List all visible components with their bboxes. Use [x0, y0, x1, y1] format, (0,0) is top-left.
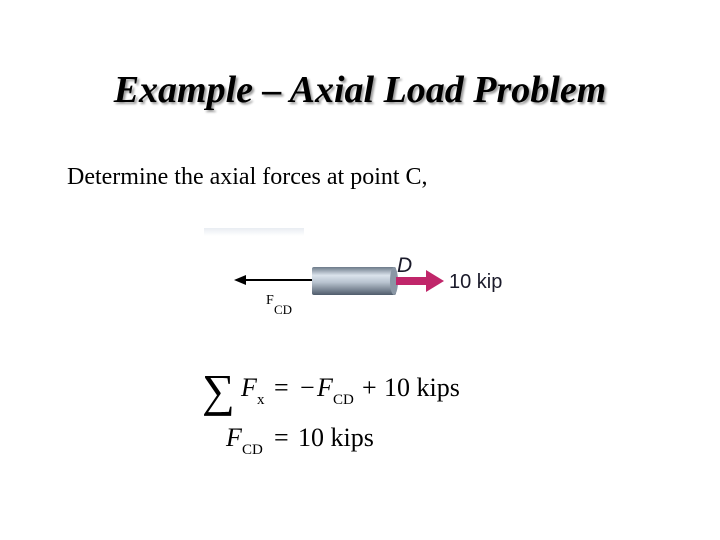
eq1-lhs-sub: x	[257, 392, 265, 408]
eq2-value: 10 kips	[298, 423, 374, 452]
reaction-arrowhead	[234, 275, 246, 285]
eq2-lhs-var: F	[226, 423, 242, 452]
eq1-term-var: F	[317, 373, 333, 402]
eq2-equals: =	[274, 423, 289, 452]
eq1-constant: 10 kips	[384, 373, 460, 402]
summation-symbol: ∑	[202, 365, 235, 416]
point-d-label: D	[397, 254, 413, 277]
eq1-term-sub: CD	[333, 392, 354, 408]
equilibrium-equations	[200, 360, 520, 470]
photo-backdrop	[204, 228, 304, 236]
slide-title: Example – Axial Load Problem	[113, 69, 607, 111]
free-body-diagram	[200, 226, 510, 330]
applied-load-arrowhead	[426, 270, 444, 292]
eq1-lhs-var: F	[241, 373, 257, 402]
eq1-plus: +	[362, 373, 377, 402]
eq2-lhs-sub: CD	[242, 442, 263, 458]
rod-segment	[312, 267, 396, 295]
force-cd-symbol: F	[266, 293, 274, 308]
problem-statement: Determine the axial forces at point C,	[67, 164, 428, 190]
applied-load-label: 10 kip	[449, 271, 503, 293]
eq1-minus: −	[300, 373, 315, 402]
force-cd-subscript: CD	[274, 302, 293, 317]
eq1-equals: =	[274, 373, 289, 402]
applied-load-arrow	[396, 277, 426, 285]
